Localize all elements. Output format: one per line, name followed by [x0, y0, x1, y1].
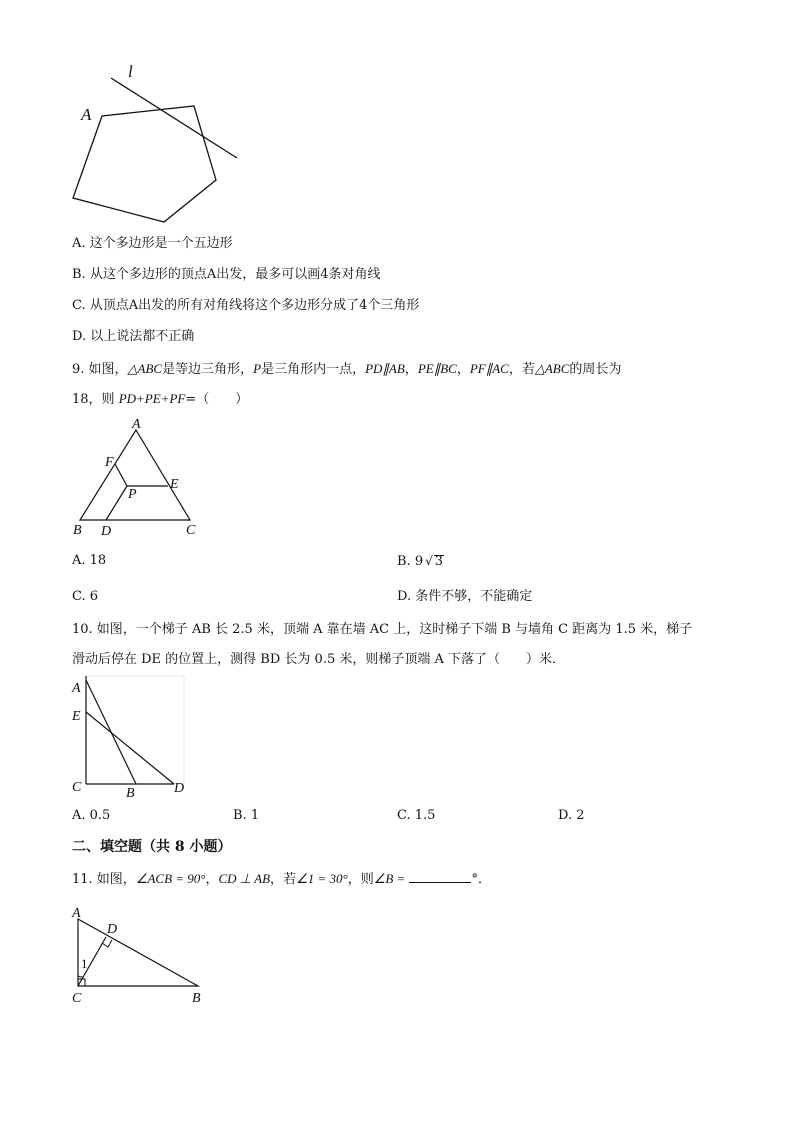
q11-cond-3: ∠1 = 30°: [296, 871, 348, 886]
q10-label-e: E: [72, 709, 81, 724]
q9-stem-2b: =（ ）: [185, 392, 249, 407]
q9-stem-1c: 是三角形内一点，: [261, 362, 366, 377]
q11-sep-3: ，则: [347, 872, 374, 887]
q10-label-b: B: [126, 786, 135, 801]
q9-stem-1e: 的周长为: [569, 362, 622, 377]
q11-cond-2: CD ⊥ AB: [218, 871, 271, 886]
q8-option-b: B. 从这个多边形的顶点A出发，最多可以画4条对角线: [72, 267, 381, 282]
q9-stem-1d: ，若: [508, 362, 535, 377]
q10-label-a: A: [72, 681, 81, 696]
line-label-l: l: [128, 62, 133, 81]
q9-comma-2: ，: [456, 362, 470, 377]
q10-stem-line1: 10. 如图，一个梯子 AB 长 2.5 米，顶端 A 靠在墙 AC 上，这时梯子下端 B 与墙角 C 距离为 1.5 米，梯子: [72, 622, 693, 637]
q10-label-c: C: [72, 780, 82, 795]
q11-label-angle-1: 1: [81, 956, 88, 971]
q9-option-b-prefix: B. 9: [397, 554, 424, 569]
q9-stem-1b: 是等边三角形，: [162, 362, 254, 377]
q9-triangle-1: △ABC: [127, 361, 163, 376]
q11-sep-1: ，: [205, 872, 219, 887]
q11-label-a: A: [72, 906, 81, 921]
q11-ask: ∠B =: [373, 871, 406, 886]
q10-option-a: A. 0.5: [72, 808, 111, 823]
q11-angle-1-arc: [78, 976, 83, 977]
q11-suffix: °．: [471, 872, 491, 887]
q9-label-c: C: [186, 523, 196, 538]
q11-label-b: B: [192, 991, 201, 1006]
q9-option-a: A. 18: [72, 553, 107, 568]
pentagon-label-a: A: [81, 105, 92, 124]
q9-label-a: A: [132, 417, 141, 432]
q9-parallel-3: PF∥AC: [469, 361, 509, 376]
q10-label-d: D: [174, 781, 185, 796]
q10-option-d: D. 2: [558, 808, 585, 823]
q9-parallel-2: PE∥BC: [417, 361, 457, 376]
q10-stem-line2: 滑动后停在 DE 的位置上，测得 BD 长为 0.5 米，则梯子顶端 A 下落了（ ）米．: [72, 652, 566, 667]
q9-option-b-radicand: 3: [434, 554, 444, 569]
q9-label-d: D: [101, 524, 112, 539]
q9-option-c: C. 6: [72, 589, 99, 604]
q9-label-b: B: [73, 523, 82, 538]
q10-option-b: B. 1: [233, 808, 260, 823]
q9-label-f: F: [105, 455, 114, 470]
q11-label-d: D: [107, 922, 118, 937]
q9-point-p: P: [253, 361, 262, 376]
section-title: 二、填空题（共 8 小题）: [72, 839, 232, 855]
q9-parallel-1: PD∥AB: [365, 361, 405, 376]
sqrt-icon: √: [425, 554, 433, 568]
q11-sep-2: ，若: [270, 872, 297, 887]
q11-triangle-acb: [78, 919, 198, 986]
q9-triangle-2: △ABC: [534, 361, 570, 376]
q9-stem-1a: 9. 如图，: [72, 362, 128, 377]
q9-comma-1: ，: [404, 362, 418, 377]
q8-option-c: C. 从顶点A出发的所有对角线将这个多边形分成了4个三角形: [72, 298, 420, 313]
q9-option-d: D. 条件不够，不能确定: [397, 589, 533, 604]
q9-sum: PD+PE+PF: [118, 391, 186, 406]
q9-label-p: P: [128, 487, 137, 502]
q8-option-a: A. 这个多边形是一个五边形: [72, 236, 233, 251]
q8-option-d: D. 以上说法都不正确: [72, 329, 195, 344]
q9-label-e: E: [170, 477, 179, 492]
q10-option-c: C. 1.5: [397, 808, 436, 823]
q11-cond-1: ∠ACB = 90°: [135, 871, 206, 886]
q9-stem-2a: 18，则: [72, 392, 119, 407]
q11-prefix: 11. 如图，: [72, 872, 136, 887]
q11-label-c: C: [72, 991, 82, 1006]
